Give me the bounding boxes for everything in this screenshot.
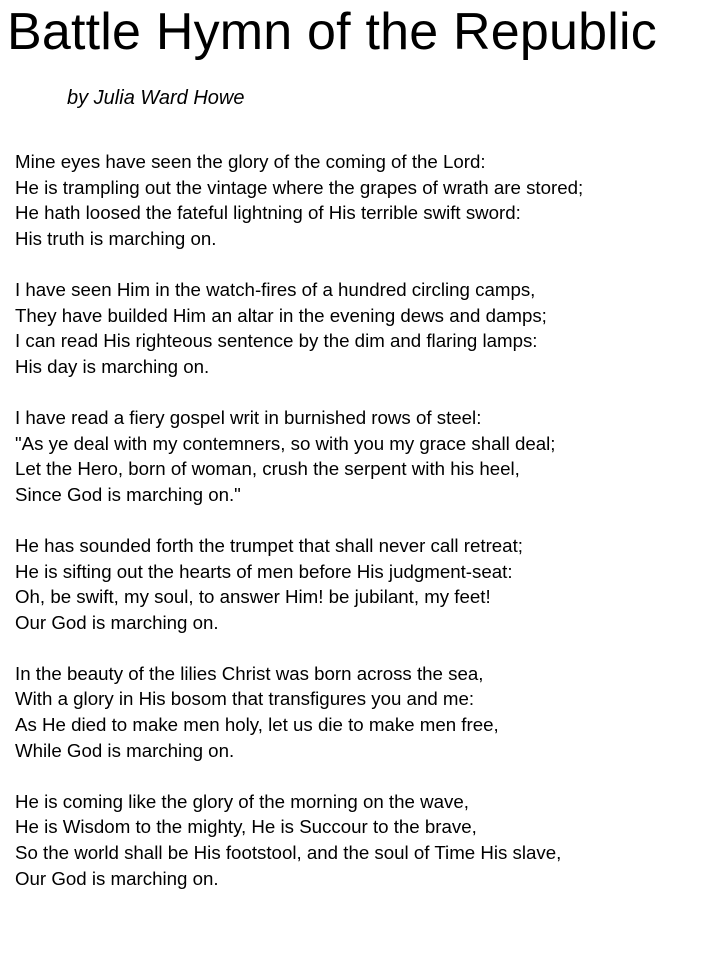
poem-line: They have builded Him an altar in the evening dews and damps; [15,304,547,326]
poem-line: Our God is marching on. [15,611,219,633]
poem-line: With a glory in His bosom that transfigures you and me: [15,688,475,710]
poem-line: I have seen Him in the watch-fires of a hundred circling camps, [15,278,536,300]
poem-line: So the world shall be His footstool, and the soul of Time His slave, [15,842,562,864]
poem-line: "As ye deal with my contemners, so with you my grace shall deal; [15,432,556,454]
stanza-3 [15,405,715,507]
poem-line: He has sounded forth the trumpet that shall never call retreat; [15,534,523,556]
stanza-6 [15,789,715,891]
stanza-4 [15,533,715,635]
stanza-1 [15,149,715,251]
poem-line: He is trampling out the vintage where the grapes of wrath are stored; [15,176,584,198]
poem-line: Since God is marching on." [15,483,241,505]
poem-line: Let the Hero, born of woman, crush the serpent with his heel, [15,458,520,480]
poem-line: I have read a fiery gospel writ in burnished rows of steel: [15,406,482,428]
author-byline: by Julia Ward Howe [67,87,245,109]
poem-body [15,149,715,917]
poem-line: Oh, be swift, my soul, to answer Him! be jubilant, my feet! [15,586,491,608]
poem-line: I can read His righteous sentence by the dim and flaring lamps: [15,330,538,352]
poem-line: Our God is marching on. [15,867,219,889]
poem-line: While God is marching on. [15,739,235,761]
poem-line: He hath loosed the fateful lightning of His terrible swift sword: [15,202,521,224]
poem-line: His truth is marching on. [15,227,217,249]
poem-line: Mine eyes have seen the glory of the coming of the Lord: [15,151,486,172]
poem-line: His day is marching on. [15,355,210,377]
poem-line: He is coming like the glory of the morning on the wave, [15,790,469,812]
stanza-2 [15,277,715,379]
page-title: Battle Hymn of the Republic [7,3,657,61]
stanza-5 [15,661,715,763]
poem-line: As He died to make men holy, let us die to make men free, [15,714,499,736]
poem-line: He is sifting out the hearts of men before His judgment-seat: [15,560,513,582]
poem-line: He is Wisdom to the mighty, He is Succour to the brave, [15,816,477,838]
poem-line: In the beauty of the lilies Christ was born across the sea, [15,662,484,684]
